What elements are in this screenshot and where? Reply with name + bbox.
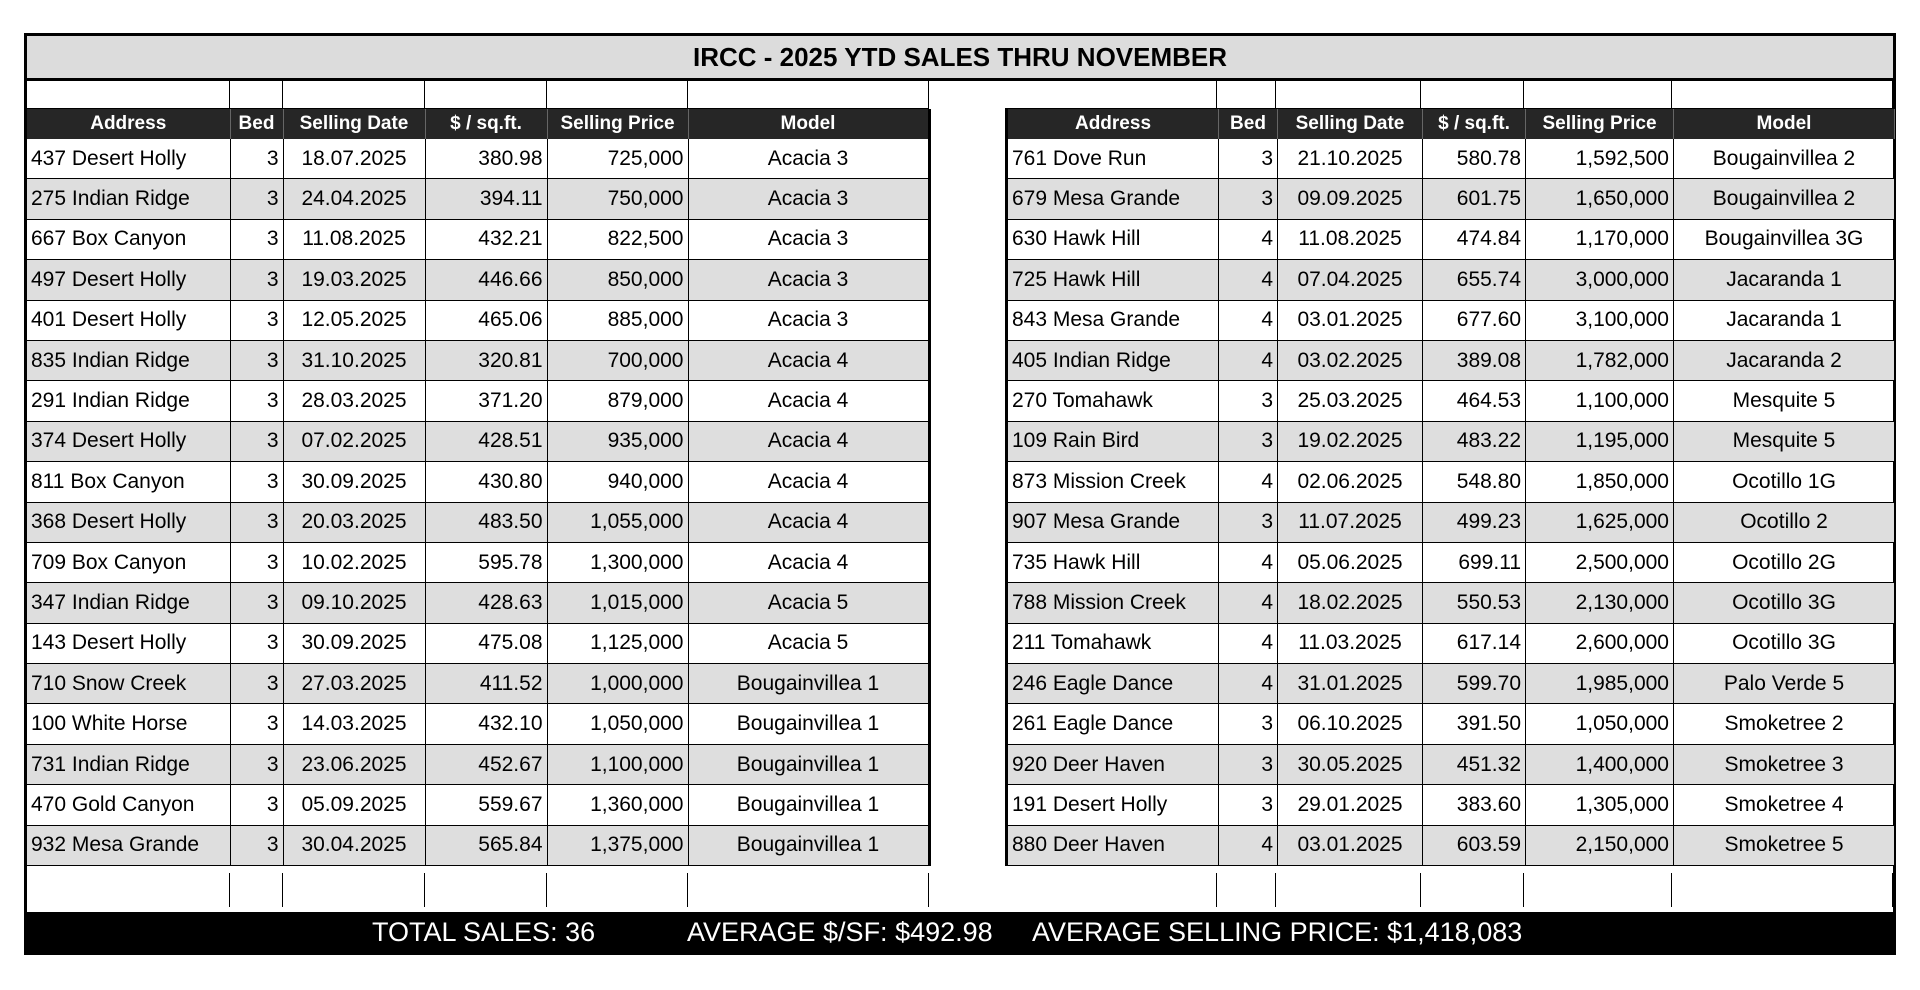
left-cell-selling-date: 31.10.2025 — [283, 340, 425, 380]
left-header-selling-date: Selling Date — [283, 109, 425, 139]
left-header-address: Address — [27, 109, 230, 139]
left-cell-model: Acacia 4 — [688, 502, 929, 542]
right-cell-address: 679 Mesa Grande — [1007, 179, 1219, 219]
left-cell-address: 374 Desert Holly — [27, 421, 230, 461]
right-cell-price-per-sqft: 655.74 — [1423, 260, 1526, 300]
sales-sheet — [24, 33, 1896, 955]
right-cell-selling-price: 2,500,000 — [1526, 542, 1674, 582]
column-divider — [27, 81, 929, 108]
right-cell-price-per-sqft: 603.59 — [1423, 825, 1526, 865]
table-row — [1007, 381, 1895, 421]
left-cell-model: Bougainvillea 1 — [688, 664, 929, 704]
right-cell-address: 630 Hawk Hill — [1007, 219, 1219, 259]
right-cell-address: 761 Dove Run — [1007, 139, 1219, 179]
sheet-title: IRCC - 2025 YTD SALES THRU NOVEMBER — [27, 36, 1893, 81]
left-cell-bed: 3 — [230, 219, 283, 259]
right-cell-bed: 4 — [1219, 219, 1278, 259]
left-cell-address: 811 Box Canyon — [27, 462, 230, 502]
right-cell-bed: 3 — [1219, 139, 1278, 179]
right-cell-selling-date: 19.02.2025 — [1278, 421, 1423, 461]
right-cell-price-per-sqft: 548.80 — [1423, 462, 1526, 502]
right-cell-address: 725 Hawk Hill — [1007, 260, 1219, 300]
left-header-bed: Bed — [230, 109, 283, 139]
right-cell-price-per-sqft: 617.14 — [1423, 623, 1526, 663]
left-cell-bed: 3 — [230, 340, 283, 380]
right-cell-price-per-sqft: 451.32 — [1423, 744, 1526, 784]
right-header-bed: Bed — [1219, 109, 1278, 139]
table-row — [27, 583, 929, 623]
right-cell-model: Smoketree 5 — [1674, 825, 1895, 865]
right-cell-selling-date: 02.06.2025 — [1278, 462, 1423, 502]
right-cell-model: Jacaranda 1 — [1674, 300, 1895, 340]
left-cell-price-per-sqft: 483.50 — [425, 502, 547, 542]
right-cell-address: 920 Deer Haven — [1007, 744, 1219, 784]
table-row — [27, 260, 929, 300]
right-cell-bed: 4 — [1219, 825, 1278, 865]
left-cell-price-per-sqft: 428.63 — [425, 583, 547, 623]
left-header-price-per-sqft: $ / sq.ft. — [425, 109, 547, 139]
right-cell-selling-date: 09.09.2025 — [1278, 179, 1423, 219]
right-cell-model: Ocotillo 3G — [1674, 623, 1895, 663]
table-row — [27, 421, 929, 461]
left-header-model: Model — [688, 109, 929, 139]
left-cell-bed: 3 — [230, 542, 283, 582]
table-row — [1007, 704, 1895, 744]
left-cell-selling-date: 09.10.2025 — [283, 583, 425, 623]
left-cell-selling-date: 27.03.2025 — [283, 664, 425, 704]
left-header-selling-price: Selling Price — [547, 109, 688, 139]
left-cell-address: 347 Indian Ridge — [27, 583, 230, 623]
table-row — [1007, 825, 1895, 865]
right-header-model: Model — [1674, 109, 1895, 139]
right-cell-model: Ocotillo 2 — [1674, 502, 1895, 542]
right-cell-selling-date: 31.01.2025 — [1278, 664, 1423, 704]
left-cell-bed: 3 — [230, 260, 283, 300]
left-cell-model: Acacia 5 — [688, 623, 929, 663]
table-row — [1007, 664, 1895, 704]
average-selling-price: AVERAGE SELLING PRICE: $1,418,083 — [1032, 917, 1523, 947]
left-cell-selling-date: 12.05.2025 — [283, 300, 425, 340]
right-cell-price-per-sqft: 499.23 — [1423, 502, 1526, 542]
right-cell-selling-price: 3,100,000 — [1526, 300, 1674, 340]
left-cell-model: Acacia 4 — [688, 340, 929, 380]
right-sales-table — [1005, 109, 1895, 866]
right-cell-bed: 4 — [1219, 664, 1278, 704]
right-cell-model: Palo Verde 5 — [1674, 664, 1895, 704]
left-cell-bed: 3 — [230, 785, 283, 825]
left-cell-price-per-sqft: 428.51 — [425, 421, 547, 461]
right-cell-bed: 3 — [1219, 744, 1278, 784]
left-cell-model: Acacia 4 — [688, 381, 929, 421]
right-cell-model: Bougainvillea 2 — [1674, 139, 1895, 179]
table-row — [1007, 139, 1895, 179]
right-cell-selling-date: 03.01.2025 — [1278, 300, 1423, 340]
right-cell-bed: 4 — [1219, 542, 1278, 582]
left-cell-price-per-sqft: 452.67 — [425, 744, 547, 784]
left-cell-model: Bougainvillea 1 — [688, 744, 929, 784]
left-cell-price-per-sqft: 559.67 — [425, 785, 547, 825]
left-cell-selling-date: 10.02.2025 — [283, 542, 425, 582]
right-cell-bed: 4 — [1219, 462, 1278, 502]
left-cell-bed: 3 — [230, 462, 283, 502]
left-cell-model: Acacia 3 — [688, 139, 929, 179]
left-cell-bed: 3 — [230, 664, 283, 704]
left-cell-bed: 3 — [230, 139, 283, 179]
left-cell-selling-price: 1,100,000 — [547, 744, 688, 784]
left-cell-address: 710 Snow Creek — [27, 664, 230, 704]
table-row — [1007, 219, 1895, 259]
left-cell-bed: 3 — [230, 704, 283, 744]
left-cell-model: Acacia 3 — [688, 219, 929, 259]
right-cell-address: 246 Eagle Dance — [1007, 664, 1219, 704]
left-cell-model: Acacia 5 — [688, 583, 929, 623]
right-cell-selling-price: 1,100,000 — [1526, 381, 1674, 421]
table-row — [27, 542, 929, 582]
left-cell-price-per-sqft: 371.20 — [425, 381, 547, 421]
right-cell-price-per-sqft: 474.84 — [1423, 219, 1526, 259]
table-row — [27, 502, 929, 542]
right-cell-address: 109 Rain Bird — [1007, 421, 1219, 461]
left-cell-model: Acacia 3 — [688, 260, 929, 300]
right-cell-price-per-sqft: 601.75 — [1423, 179, 1526, 219]
right-cell-bed: 3 — [1219, 421, 1278, 461]
table-row — [27, 219, 929, 259]
left-sales-table — [27, 109, 931, 866]
left-cell-selling-date: 23.06.2025 — [283, 744, 425, 784]
left-cell-selling-price: 940,000 — [547, 462, 688, 502]
right-cell-price-per-sqft: 599.70 — [1423, 664, 1526, 704]
table-row — [27, 623, 929, 663]
left-cell-price-per-sqft: 432.21 — [425, 219, 547, 259]
right-cell-selling-price: 2,600,000 — [1526, 623, 1674, 663]
left-cell-price-per-sqft: 465.06 — [425, 300, 547, 340]
left-cell-bed: 3 — [230, 623, 283, 663]
table-row — [1007, 623, 1895, 663]
right-cell-bed: 4 — [1219, 583, 1278, 623]
left-cell-selling-date: 30.09.2025 — [283, 623, 425, 663]
left-cell-selling-price: 1,000,000 — [547, 664, 688, 704]
left-header-row — [27, 109, 929, 139]
left-cell-selling-price: 1,050,000 — [547, 704, 688, 744]
right-cell-selling-price: 1,985,000 — [1526, 664, 1674, 704]
left-cell-address: 100 White Horse — [27, 704, 230, 744]
right-cell-address: 405 Indian Ridge — [1007, 340, 1219, 380]
left-cell-selling-date: 19.03.2025 — [283, 260, 425, 300]
right-cell-bed: 3 — [1219, 381, 1278, 421]
right-cell-selling-date: 18.02.2025 — [1278, 583, 1423, 623]
left-cell-selling-date: 11.08.2025 — [283, 219, 425, 259]
right-cell-address: 261 Eagle Dance — [1007, 704, 1219, 744]
left-cell-selling-date: 30.09.2025 — [283, 462, 425, 502]
table-row — [1007, 340, 1895, 380]
right-cell-model: Mesquite 5 — [1674, 381, 1895, 421]
left-cell-selling-price: 1,015,000 — [547, 583, 688, 623]
right-cell-model: Ocotillo 3G — [1674, 583, 1895, 623]
table-row — [27, 825, 929, 865]
left-cell-selling-price: 1,375,000 — [547, 825, 688, 865]
left-cell-address: 401 Desert Holly — [27, 300, 230, 340]
left-cell-selling-price: 935,000 — [547, 421, 688, 461]
right-cell-model: Jacaranda 2 — [1674, 340, 1895, 380]
left-cell-address: 143 Desert Holly — [27, 623, 230, 663]
right-cell-bed: 4 — [1219, 300, 1278, 340]
left-cell-address: 932 Mesa Grande — [27, 825, 230, 865]
right-cell-address: 270 Tomahawk — [1007, 381, 1219, 421]
right-cell-selling-price: 1,650,000 — [1526, 179, 1674, 219]
right-cell-model: Ocotillo 2G — [1674, 542, 1895, 582]
right-cell-address: 191 Desert Holly — [1007, 785, 1219, 825]
table-row — [27, 300, 929, 340]
column-divider — [27, 873, 929, 907]
right-cell-price-per-sqft: 677.60 — [1423, 300, 1526, 340]
left-cell-price-per-sqft: 430.80 — [425, 462, 547, 502]
right-header-selling-date: Selling Date — [1278, 109, 1423, 139]
right-cell-model: Ocotillo 1G — [1674, 462, 1895, 502]
right-cell-model: Bougainvillea 2 — [1674, 179, 1895, 219]
left-cell-bed: 3 — [230, 179, 283, 219]
left-cell-model: Bougainvillea 1 — [688, 825, 929, 865]
table-row — [1007, 179, 1895, 219]
right-cell-address: 211 Tomahawk — [1007, 623, 1219, 663]
table-row — [1007, 744, 1895, 784]
left-cell-selling-price: 1,055,000 — [547, 502, 688, 542]
right-cell-price-per-sqft: 550.53 — [1423, 583, 1526, 623]
left-cell-address: 667 Box Canyon — [27, 219, 230, 259]
left-cell-address: 275 Indian Ridge — [27, 179, 230, 219]
right-cell-selling-price: 1,170,000 — [1526, 219, 1674, 259]
right-cell-bed: 3 — [1219, 179, 1278, 219]
right-cell-price-per-sqft: 483.22 — [1423, 421, 1526, 461]
left-cell-selling-price: 1,360,000 — [547, 785, 688, 825]
table-row — [1007, 542, 1895, 582]
left-cell-address: 835 Indian Ridge — [27, 340, 230, 380]
left-cell-address: 497 Desert Holly — [27, 260, 230, 300]
right-cell-selling-date: 29.01.2025 — [1278, 785, 1423, 825]
table-row — [1007, 300, 1895, 340]
left-cell-bed: 3 — [230, 583, 283, 623]
right-cell-model: Smoketree 3 — [1674, 744, 1895, 784]
left-cell-bed: 3 — [230, 744, 283, 784]
left-cell-price-per-sqft: 595.78 — [425, 542, 547, 582]
left-cell-selling-date: 05.09.2025 — [283, 785, 425, 825]
left-cell-model: Acacia 3 — [688, 300, 929, 340]
right-cell-bed: 4 — [1219, 260, 1278, 300]
right-cell-model: Jacaranda 1 — [1674, 260, 1895, 300]
right-cell-bed: 4 — [1219, 623, 1278, 663]
table-row — [27, 139, 929, 179]
left-cell-price-per-sqft: 475.08 — [425, 623, 547, 663]
right-cell-selling-date: 11.03.2025 — [1278, 623, 1423, 663]
table-row — [1007, 421, 1895, 461]
right-cell-selling-date: 11.07.2025 — [1278, 502, 1423, 542]
table-row — [27, 340, 929, 380]
right-cell-address: 873 Mission Creek — [1007, 462, 1219, 502]
right-cell-selling-price: 1,195,000 — [1526, 421, 1674, 461]
right-cell-selling-date: 11.08.2025 — [1278, 219, 1423, 259]
table-row — [27, 462, 929, 502]
right-cell-selling-date: 03.01.2025 — [1278, 825, 1423, 865]
left-cell-model: Acacia 4 — [688, 542, 929, 582]
right-cell-bed: 3 — [1219, 785, 1278, 825]
right-cell-selling-date: 25.03.2025 — [1278, 381, 1423, 421]
right-cell-price-per-sqft: 464.53 — [1423, 381, 1526, 421]
right-cell-selling-price: 1,782,000 — [1526, 340, 1674, 380]
left-cell-price-per-sqft: 411.52 — [425, 664, 547, 704]
left-cell-address: 291 Indian Ridge — [27, 381, 230, 421]
right-cell-model: Smoketree 4 — [1674, 785, 1895, 825]
left-cell-price-per-sqft: 320.81 — [425, 340, 547, 380]
left-cell-selling-date: 20.03.2025 — [283, 502, 425, 542]
blank-row-left — [27, 81, 929, 109]
left-cell-address: 709 Box Canyon — [27, 542, 230, 582]
right-cell-selling-date: 06.10.2025 — [1278, 704, 1423, 744]
left-cell-selling-date: 30.04.2025 — [283, 825, 425, 865]
left-cell-model: Acacia 4 — [688, 462, 929, 502]
blank-row-right — [1005, 81, 1893, 109]
right-cell-selling-price: 1,625,000 — [1526, 502, 1674, 542]
left-cell-selling-date: 28.03.2025 — [283, 381, 425, 421]
right-cell-selling-price: 1,850,000 — [1526, 462, 1674, 502]
table-row — [1007, 260, 1895, 300]
right-cell-model: Smoketree 2 — [1674, 704, 1895, 744]
right-header-selling-price: Selling Price — [1526, 109, 1674, 139]
right-cell-address: 880 Deer Haven — [1007, 825, 1219, 865]
table-row — [1007, 785, 1895, 825]
left-cell-address: 368 Desert Holly — [27, 502, 230, 542]
table-row — [27, 381, 929, 421]
left-cell-model: Bougainvillea 1 — [688, 704, 929, 744]
table-row — [27, 744, 929, 784]
left-cell-model: Acacia 4 — [688, 421, 929, 461]
right-header-price-per-sqft: $ / sq.ft. — [1423, 109, 1526, 139]
right-header-address: Address — [1007, 109, 1219, 139]
left-cell-selling-price: 1,300,000 — [547, 542, 688, 582]
right-cell-selling-price: 1,592,500 — [1526, 139, 1674, 179]
table-row — [1007, 462, 1895, 502]
left-cell-address: 437 Desert Holly — [27, 139, 230, 179]
right-cell-price-per-sqft: 389.08 — [1423, 340, 1526, 380]
left-cell-price-per-sqft: 565.84 — [425, 825, 547, 865]
table-row — [27, 179, 929, 219]
left-cell-bed: 3 — [230, 825, 283, 865]
right-cell-selling-price: 3,000,000 — [1526, 260, 1674, 300]
left-cell-price-per-sqft: 446.66 — [425, 260, 547, 300]
left-cell-price-per-sqft: 394.11 — [425, 179, 547, 219]
left-cell-price-per-sqft: 380.98 — [425, 139, 547, 179]
right-cell-selling-date: 05.06.2025 — [1278, 542, 1423, 582]
right-cell-selling-price: 1,050,000 — [1526, 704, 1674, 744]
left-cell-selling-price: 885,000 — [547, 300, 688, 340]
right-cell-price-per-sqft: 699.11 — [1423, 542, 1526, 582]
left-cell-selling-date: 14.03.2025 — [283, 704, 425, 744]
right-cell-selling-price: 2,130,000 — [1526, 583, 1674, 623]
right-cell-selling-price: 1,305,000 — [1526, 785, 1674, 825]
left-cell-selling-date: 07.02.2025 — [283, 421, 425, 461]
empty-row-left — [27, 873, 929, 907]
left-cell-address: 470 Gold Canyon — [27, 785, 230, 825]
table-row — [27, 785, 929, 825]
left-cell-selling-price: 700,000 — [547, 340, 688, 380]
left-cell-selling-price: 879,000 — [547, 381, 688, 421]
right-cell-selling-date: 03.02.2025 — [1278, 340, 1423, 380]
left-cell-bed: 3 — [230, 502, 283, 542]
average-price-per-sqft: AVERAGE $/SF: $492.98 — [687, 917, 993, 947]
right-cell-selling-date: 30.05.2025 — [1278, 744, 1423, 784]
left-cell-model: Bougainvillea 1 — [688, 785, 929, 825]
left-cell-bed: 3 — [230, 300, 283, 340]
right-cell-price-per-sqft: 391.50 — [1423, 704, 1526, 744]
right-cell-bed: 4 — [1219, 340, 1278, 380]
right-cell-address: 735 Hawk Hill — [1007, 542, 1219, 582]
right-cell-selling-date: 21.10.2025 — [1278, 139, 1423, 179]
right-cell-selling-price: 1,400,000 — [1526, 744, 1674, 784]
right-cell-selling-date: 07.04.2025 — [1278, 260, 1423, 300]
right-header-row — [1007, 109, 1895, 139]
right-cell-price-per-sqft: 383.60 — [1423, 785, 1526, 825]
left-cell-model: Acacia 3 — [688, 179, 929, 219]
right-cell-model: Bougainvillea 3G — [1674, 219, 1895, 259]
left-cell-selling-price: 750,000 — [547, 179, 688, 219]
empty-row-right — [1005, 873, 1893, 907]
left-cell-selling-price: 725,000 — [547, 139, 688, 179]
right-cell-price-per-sqft: 580.78 — [1423, 139, 1526, 179]
right-cell-bed: 3 — [1219, 704, 1278, 744]
left-cell-price-per-sqft: 432.10 — [425, 704, 547, 744]
right-cell-selling-price: 2,150,000 — [1526, 825, 1674, 865]
left-cell-selling-price: 1,125,000 — [547, 623, 688, 663]
left-cell-selling-date: 18.07.2025 — [283, 139, 425, 179]
left-cell-bed: 3 — [230, 381, 283, 421]
column-divider — [1005, 81, 1893, 108]
left-cell-selling-date: 24.04.2025 — [283, 179, 425, 219]
total-sales: TOTAL SALES: 36 — [372, 917, 596, 947]
column-divider — [1005, 873, 1893, 907]
summary-footer — [27, 912, 1893, 952]
right-cell-address: 907 Mesa Grande — [1007, 502, 1219, 542]
table-row — [1007, 502, 1895, 542]
table-row — [27, 704, 929, 744]
table-row — [1007, 583, 1895, 623]
left-cell-bed: 3 — [230, 421, 283, 461]
right-cell-address: 788 Mission Creek — [1007, 583, 1219, 623]
left-cell-address: 731 Indian Ridge — [27, 744, 230, 784]
right-cell-model: Mesquite 5 — [1674, 421, 1895, 461]
left-cell-selling-price: 822,500 — [547, 219, 688, 259]
right-cell-bed: 3 — [1219, 502, 1278, 542]
table-row — [27, 664, 929, 704]
left-cell-selling-price: 850,000 — [547, 260, 688, 300]
right-cell-address: 843 Mesa Grande — [1007, 300, 1219, 340]
